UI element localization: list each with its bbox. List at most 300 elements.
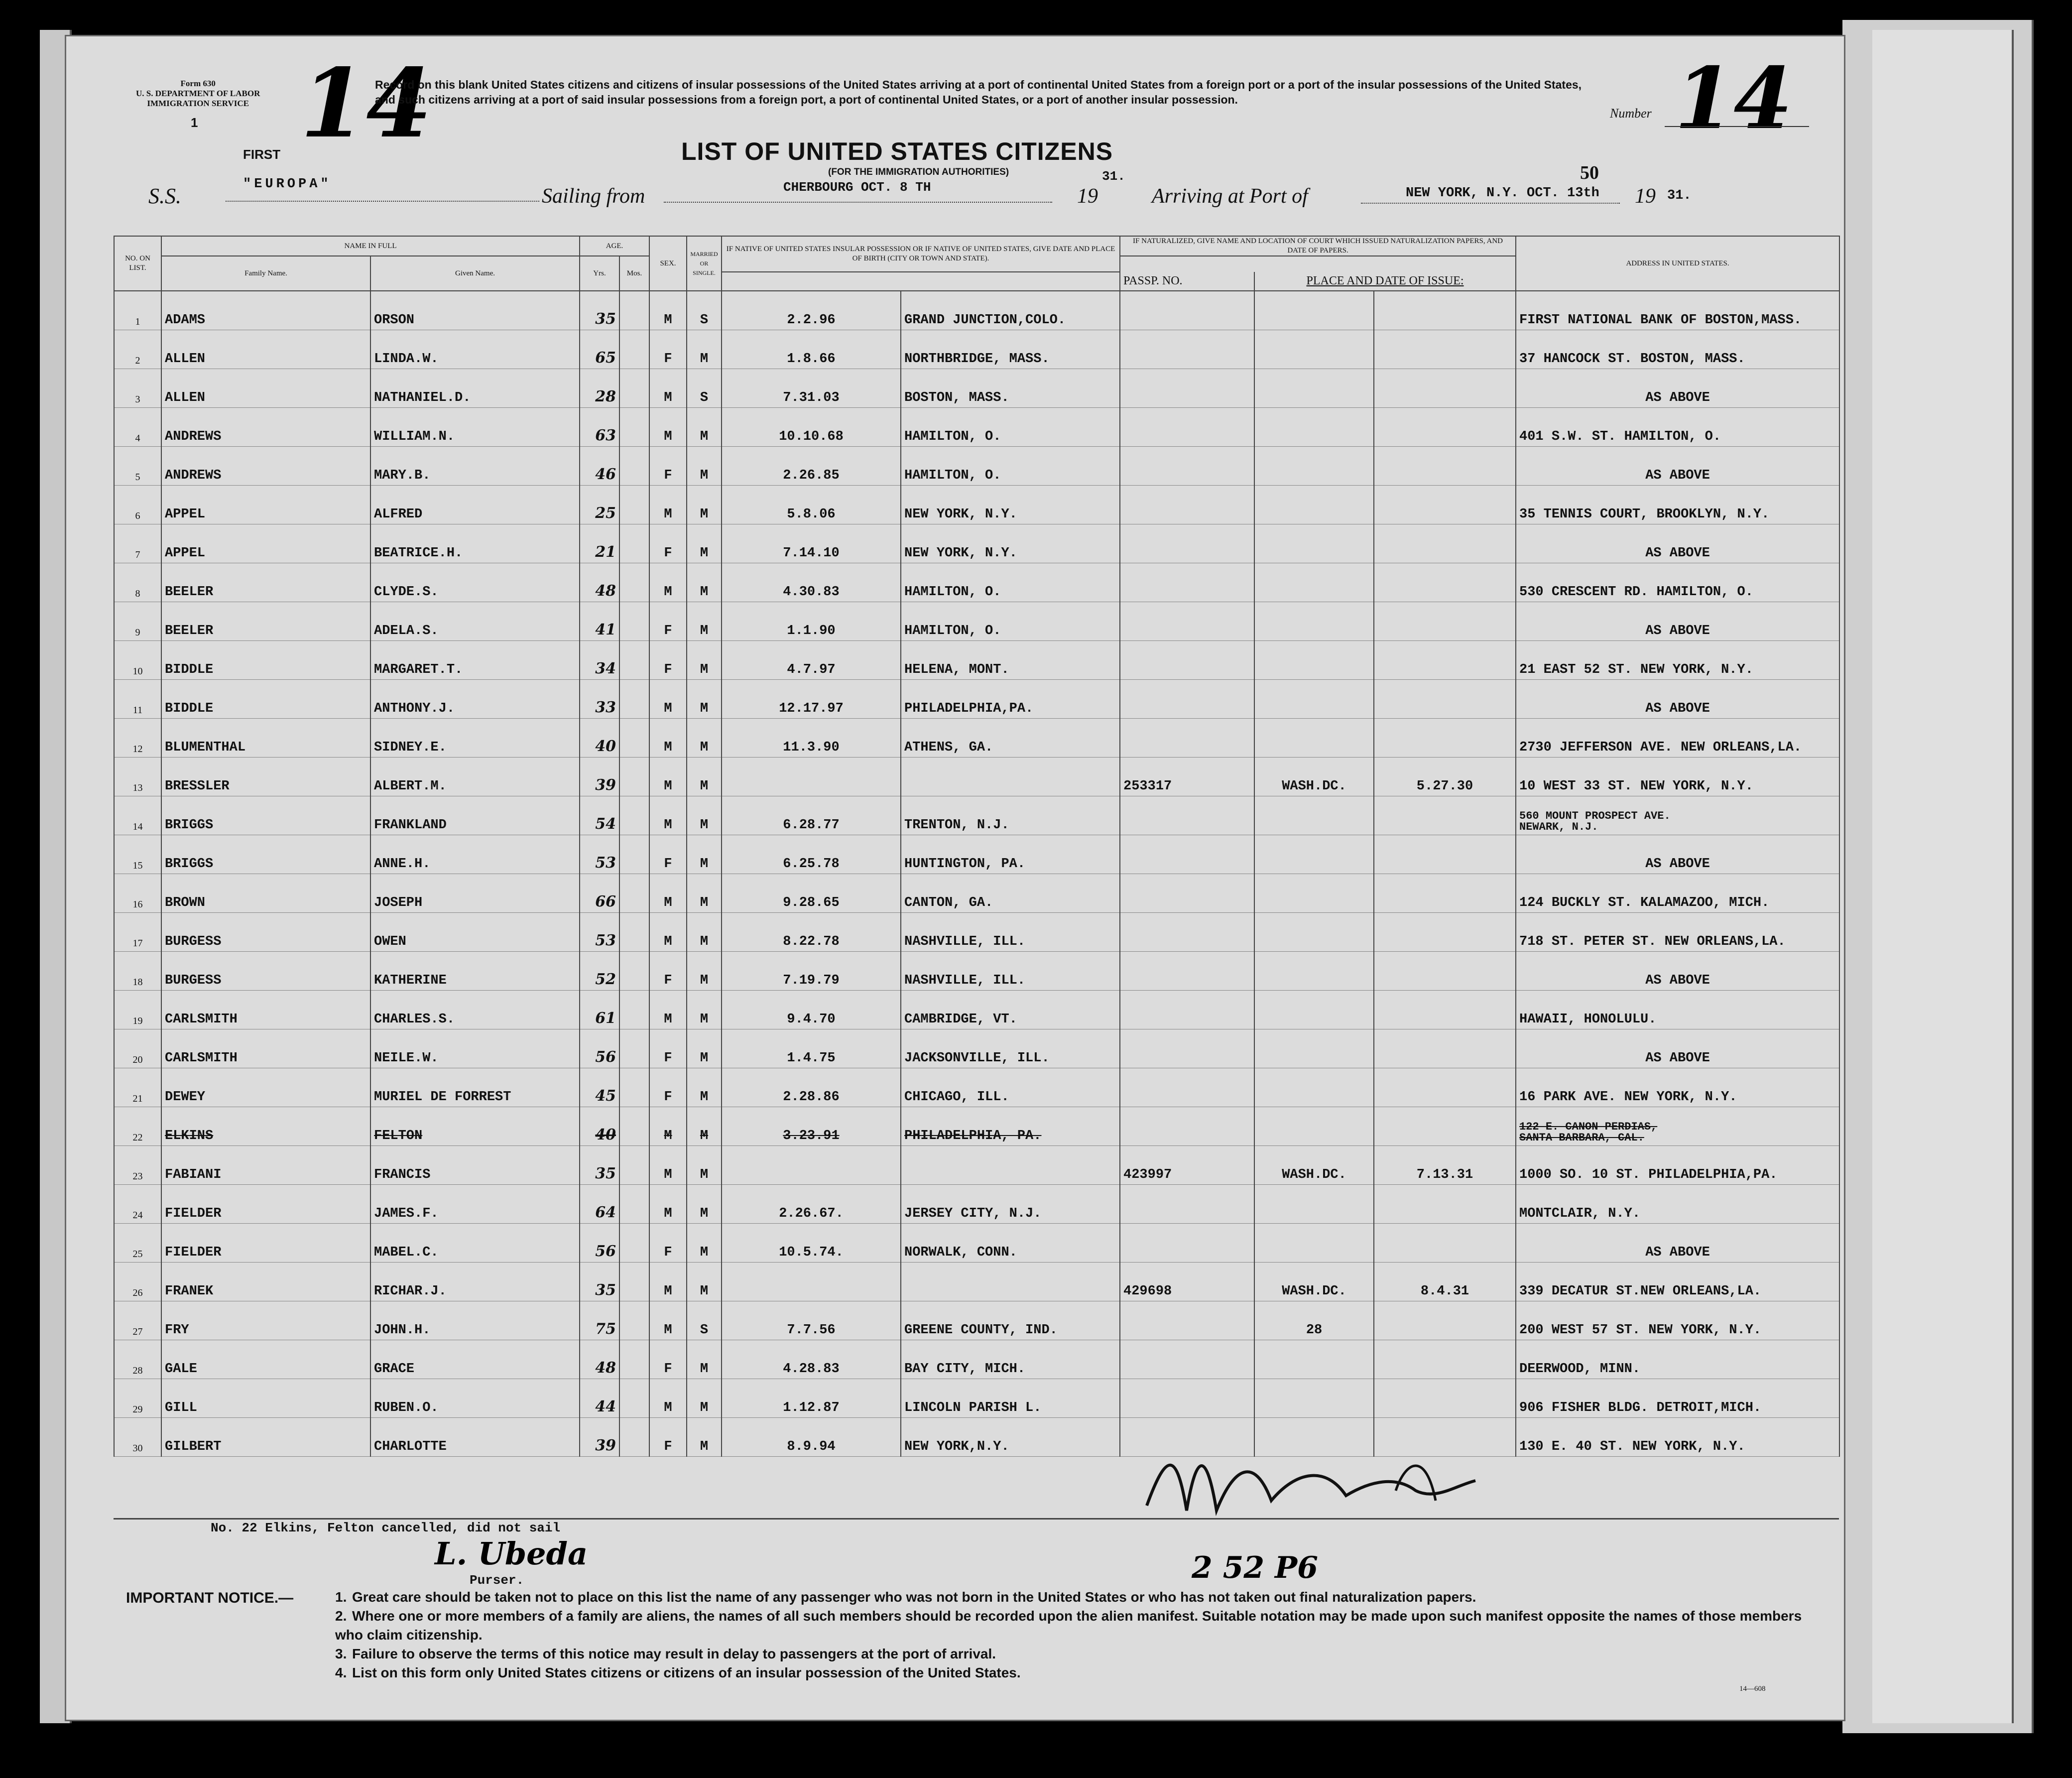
issue-date (1374, 952, 1516, 991)
birth-place: JERSEY CITY, N.J. (901, 1185, 1120, 1224)
birth-date (722, 758, 901, 796)
given-name: WILLIAM.N. (370, 408, 580, 447)
address: AS ABOVE (1516, 1224, 1839, 1263)
passport-number (1120, 1068, 1254, 1107)
table-row (114, 835, 1839, 874)
birth-place: CANTON, GA. (901, 874, 1120, 913)
age-years: 35 (580, 1263, 619, 1301)
issue-place (1254, 1107, 1374, 1146)
birth-date: 10.10.68 (722, 408, 901, 447)
issue-date (1374, 1029, 1516, 1068)
age-months (619, 291, 649, 330)
sex: M (649, 874, 687, 913)
marital-status: M (687, 1185, 722, 1224)
age-months (619, 408, 649, 447)
given-name: RICHAR.J. (370, 1263, 580, 1301)
age-months (619, 874, 649, 913)
table-row (114, 602, 1839, 641)
birth-place: GREENE COUNTY, IND. (901, 1301, 1120, 1340)
birth-date: 5.8.06 (722, 486, 901, 524)
given-name: MABEL.C. (370, 1224, 580, 1263)
birth-date: 2.28.86 (722, 1068, 901, 1107)
ss-label: S.S. (148, 184, 181, 208)
birth-place: ATHENS, GA. (901, 719, 1120, 758)
table-row (114, 680, 1839, 719)
birth-date: 3.23.91 (722, 1107, 901, 1146)
issue-place (1254, 1029, 1374, 1068)
birth-date: 7.31.03 (722, 369, 901, 408)
header-address: ADDRESS IN UNITED STATES. (1516, 236, 1839, 291)
marital-status: M (687, 524, 722, 563)
family-name: CARLSMITH (161, 991, 370, 1029)
passport-number (1120, 835, 1254, 874)
arriving-label: Arriving at Port of (1152, 185, 1308, 208)
handwritten-list-number: 14 (300, 48, 432, 159)
birth-date: 6.25.78 (722, 835, 901, 874)
issue-date (1374, 641, 1516, 680)
table-row (114, 991, 1839, 1029)
address: 130 E. 40 ST. NEW YORK, N.Y. (1516, 1418, 1839, 1457)
given-name: BEATRICE.H. (370, 524, 580, 563)
sex: F (649, 524, 687, 563)
family-name: BLUMENTHAL (161, 719, 370, 758)
birth-date: 7.14.10 (722, 524, 901, 563)
table-row (114, 1107, 1839, 1146)
birth-place: BAY CITY, MICH. (901, 1340, 1120, 1379)
birth-place: NEW YORK,N.Y. (901, 1418, 1120, 1457)
birth-place: TRENTON, N.J. (901, 796, 1120, 835)
arrival-year: 31. (1667, 188, 1692, 203)
issue-place (1254, 952, 1374, 991)
issue-place (1254, 719, 1374, 758)
given-name: ALBERT.M. (370, 758, 580, 796)
page-title: LIST OF UNITED STATES CITIZENS (681, 137, 1113, 165)
given-name: LINDA.W. (370, 330, 580, 369)
sex: M (649, 486, 687, 524)
inspector-signature (1137, 1431, 1485, 1550)
age-months (619, 719, 649, 758)
issue-date (1374, 408, 1516, 447)
row-number: 1 (114, 291, 161, 330)
marital-status: M (687, 1068, 722, 1107)
passport-number (1120, 719, 1254, 758)
notice-item (335, 1663, 1804, 1682)
age-months (619, 602, 649, 641)
age-years: 46 (580, 447, 619, 486)
birth-date: 1.4.75 (722, 1029, 901, 1068)
header-place-date: PLACE AND DATE OF ISSUE: (1254, 272, 1516, 291)
row-number: 26 (114, 1263, 161, 1301)
header-mos: Mos. (619, 256, 649, 291)
passport-number (1120, 1379, 1254, 1418)
header-age: AGE. (580, 236, 649, 256)
row-number: 5 (114, 447, 161, 486)
number-underline (1665, 126, 1809, 127)
given-name: FRANKLAND (370, 796, 580, 835)
table-row (114, 563, 1839, 602)
age-years: 45 (580, 1068, 619, 1107)
age-months (619, 524, 649, 563)
marital-status: M (687, 641, 722, 680)
table-row (114, 369, 1839, 408)
sex: M (649, 1146, 687, 1185)
service: IMMIGRATION SERVICE (147, 99, 249, 108)
birth-date: 12.17.97 (722, 680, 901, 719)
issue-place (1254, 641, 1374, 680)
passport-number: 423997 (1120, 1146, 1254, 1185)
birth-place: LINCOLN PARISH L. (901, 1379, 1120, 1418)
address-line-1: 560 MOUNT PROSPECT AVE. (1519, 810, 1671, 822)
family-name: APPEL (161, 524, 370, 563)
passport-number: 429698 (1120, 1263, 1254, 1301)
issue-place: 28 (1254, 1301, 1374, 1340)
sex: F (649, 1029, 687, 1068)
family-name: GALE (161, 1340, 370, 1379)
arrival-port-date: NEW YORK, N.Y. OCT. 13th (1406, 186, 1599, 201)
age-years: 39 (580, 758, 619, 796)
row-number: 22 (114, 1107, 161, 1146)
manifest-page (65, 35, 1845, 1721)
sex: M (649, 369, 687, 408)
birth-date: 9.4.70 (722, 991, 901, 1029)
given-name: RUBEN.O. (370, 1379, 580, 1418)
given-name: CHARLOTTE (370, 1418, 580, 1457)
given-name: MARY.B. (370, 447, 580, 486)
sex: M (649, 563, 687, 602)
address-line-2: SANTA BARBARA, CAL. (1519, 1132, 1644, 1144)
birth-place: PHILADELPHIA, PA. (901, 1107, 1120, 1146)
age-years: 34 (580, 641, 619, 680)
table-row (114, 1301, 1839, 1340)
family-name: DEWEY (161, 1068, 370, 1107)
birth-place: JACKSONVILLE, ILL. (901, 1029, 1120, 1068)
sex: M (649, 719, 687, 758)
issue-place (1254, 835, 1374, 874)
age-years: 40 (580, 719, 619, 758)
age-months (619, 641, 649, 680)
marital-status: M (687, 874, 722, 913)
issue-date (1374, 486, 1516, 524)
family-name: APPEL (161, 486, 370, 524)
age-years: 44 (580, 1379, 619, 1418)
notice-number: 2. (335, 1608, 347, 1624)
marital-status: M (687, 835, 722, 874)
issue-date (1374, 447, 1516, 486)
age-months (619, 796, 649, 835)
birth-place: CAMBRIDGE, VT. (901, 991, 1120, 1029)
notice-number: 3. (335, 1646, 347, 1661)
issue-date (1374, 913, 1516, 952)
family-name: BURGESS (161, 913, 370, 952)
age-months (619, 680, 649, 719)
family-name: FRANEK (161, 1263, 370, 1301)
address: AS ABOVE (1516, 369, 1839, 408)
table-row (114, 1263, 1839, 1301)
family-name: FIELDER (161, 1224, 370, 1263)
age-months (619, 369, 649, 408)
row-number: 29 (114, 1379, 161, 1418)
family-name: ALLEN (161, 369, 370, 408)
family-name: BURGESS (161, 952, 370, 991)
given-name: NEILE.W. (370, 1029, 580, 1068)
table-row (114, 1340, 1839, 1379)
address: 906 FISHER BLDG. DETROIT,MICH. (1516, 1379, 1839, 1418)
notice-title: IMPORTANT NOTICE.— (126, 1590, 294, 1606)
age-years: 63 (580, 408, 619, 447)
age-months (619, 1107, 649, 1146)
table-row (114, 641, 1839, 680)
table-row (114, 719, 1839, 758)
family-name: BRESSLER (161, 758, 370, 796)
table-row (114, 291, 1839, 330)
header-yrs: Yrs. (580, 256, 619, 291)
birth-date: 1.1.90 (722, 602, 901, 641)
given-name: ALFRED (370, 486, 580, 524)
passport-number (1120, 524, 1254, 563)
sex: M (649, 758, 687, 796)
birth-date: 2.2.96 (722, 291, 901, 330)
age-years: 66 (580, 874, 619, 913)
row-number: 23 (114, 1146, 161, 1185)
row-number: 8 (114, 563, 161, 602)
age-months (619, 1146, 649, 1185)
birth-date: 11.3.90 (722, 719, 901, 758)
birth-date: 9.28.65 (722, 874, 901, 913)
given-name: GRACE (370, 1340, 580, 1379)
table-row (114, 1185, 1839, 1224)
row-number: 9 (114, 602, 161, 641)
age-months (619, 1185, 649, 1224)
row-number: 20 (114, 1029, 161, 1068)
form-code: 14—608 (1739, 1685, 1766, 1693)
table-row (114, 1379, 1839, 1418)
age-months (619, 952, 649, 991)
family-name: BROWN (161, 874, 370, 913)
form-number: Form 630 (180, 79, 216, 88)
family-name: FIELDER (161, 1185, 370, 1224)
sailing-label: Sailing from (542, 185, 645, 208)
given-name: OWEN (370, 913, 580, 952)
birth-date: 2.26.85 (722, 447, 901, 486)
header-no: NO. ON LIST. (114, 236, 161, 291)
address: AS ABOVE (1516, 680, 1839, 719)
family-name: ANDREWS (161, 408, 370, 447)
passport-number (1120, 1029, 1254, 1068)
issue-date (1374, 1107, 1516, 1146)
given-name: CLYDE.S. (370, 563, 580, 602)
given-name: JAMES.F. (370, 1185, 580, 1224)
age-years: 35 (580, 1146, 619, 1185)
issue-place (1254, 330, 1374, 369)
given-name: FELTON (370, 1107, 580, 1146)
number-value: 14 (1675, 49, 1793, 148)
issue-date (1374, 1379, 1516, 1418)
marital-status: M (687, 1146, 722, 1185)
given-name: JOHN.H. (370, 1301, 580, 1340)
issue-date (1374, 602, 1516, 641)
age-months (619, 758, 649, 796)
address: 401 S.W. ST. HAMILTON, O. (1516, 408, 1839, 447)
table-row (114, 447, 1839, 486)
sex: F (649, 641, 687, 680)
age-years: 53 (580, 835, 619, 874)
given-name: ADELA.S. (370, 602, 580, 641)
age-months (619, 563, 649, 602)
footer-rule (114, 1518, 1839, 1520)
issue-place (1254, 447, 1374, 486)
age-years: 48 (580, 563, 619, 602)
age-years: 48 (580, 1340, 619, 1379)
header-passp-no: PASSP. NO. (1120, 272, 1254, 291)
issue-place (1254, 1068, 1374, 1107)
age-years: 21 (580, 524, 619, 563)
passport-number (1120, 641, 1254, 680)
address: 530 CRESCENT RD. HAMILTON, O. (1516, 563, 1839, 602)
issue-place: WASH.DC. (1254, 758, 1374, 796)
birth-place: NASHVILLE, ILL. (901, 952, 1120, 991)
issue-place (1254, 1224, 1374, 1263)
issue-date (1374, 835, 1516, 874)
given-name: ORSON (370, 291, 580, 330)
age-years: 56 (580, 1029, 619, 1068)
passport-number: 253317 (1120, 758, 1254, 796)
birth-place: HUNTINGTON, PA. (901, 835, 1120, 874)
issue-place (1254, 524, 1374, 563)
birth-place: BOSTON, MASS. (901, 369, 1120, 408)
issue-date (1374, 991, 1516, 1029)
age-months (619, 447, 649, 486)
given-name: CHARLES.S. (370, 991, 580, 1029)
sailing-underline (664, 202, 1052, 203)
age-months (619, 1379, 649, 1418)
address: AS ABOVE (1516, 524, 1839, 563)
row-number: 18 (114, 952, 161, 991)
issue-place (1254, 408, 1374, 447)
row-number: 4 (114, 408, 161, 447)
issue-place (1254, 680, 1374, 719)
row-number: 21 (114, 1068, 161, 1107)
number-label: Number (1610, 106, 1652, 121)
birth-date: 6.28.77 (722, 796, 901, 835)
row-number: 17 (114, 913, 161, 952)
sex: M (649, 1185, 687, 1224)
age-years: 40 (580, 1107, 619, 1146)
age-years: 52 (580, 952, 619, 991)
family-name: BIDDLE (161, 680, 370, 719)
class-label: FIRST (243, 147, 281, 162)
marital-status: S (687, 291, 722, 330)
year-prefix: 19 (1077, 185, 1098, 208)
marital-status: M (687, 486, 722, 524)
passport-number (1120, 1340, 1254, 1379)
birth-place: HELENA, MONT. (901, 641, 1120, 680)
passport-number (1120, 796, 1254, 835)
passport-number (1120, 602, 1254, 641)
issue-date (1374, 1185, 1516, 1224)
issue-date (1374, 330, 1516, 369)
issue-date (1374, 1301, 1516, 1340)
table-row (114, 874, 1839, 913)
header-name-in-full: NAME IN FULL (161, 236, 580, 256)
ship-name: "EUROPA" (243, 177, 332, 192)
purser-label: Purser. (470, 1573, 524, 1588)
given-name: ANNE.H. (370, 835, 580, 874)
issue-place (1254, 796, 1374, 835)
table-row (114, 330, 1839, 369)
birth-date: 7.7.56 (722, 1301, 901, 1340)
notice-text: List on this form only United States citizens or citizens of an insular possession of the United States. (352, 1665, 1021, 1680)
issue-date (1374, 680, 1516, 719)
marital-status: S (687, 369, 722, 408)
row-number: 28 (114, 1340, 161, 1379)
row-number: 24 (114, 1185, 161, 1224)
address: AS ABOVE (1516, 835, 1839, 874)
family-name: ANDREWS (161, 447, 370, 486)
table-row (114, 796, 1839, 835)
birth-place (901, 1263, 1120, 1301)
issue-date (1374, 369, 1516, 408)
address: AS ABOVE (1516, 952, 1839, 991)
header-married: MARRIED OR SINGLE. (687, 236, 722, 291)
cancel-note: No. 22 Elkins, Felton cancelled, did not sail (211, 1521, 561, 1535)
table-row (114, 758, 1839, 796)
passport-number (1120, 913, 1254, 952)
row-number: 3 (114, 369, 161, 408)
arrival-underline (1361, 203, 1620, 204)
table-row (114, 408, 1839, 447)
birth-date: 8.9.94 (722, 1418, 901, 1457)
age-years: 54 (580, 796, 619, 835)
birth-place: HAMILTON, O. (901, 408, 1120, 447)
age-months (619, 1224, 649, 1263)
age-months (619, 1301, 649, 1340)
age-months (619, 1029, 649, 1068)
sex: M (649, 1379, 687, 1418)
sex: M (649, 913, 687, 952)
issue-place (1254, 991, 1374, 1029)
marital-status: M (687, 758, 722, 796)
marital-status: S (687, 1301, 722, 1340)
age-years: 53 (580, 913, 619, 952)
sex: F (649, 602, 687, 641)
marital-status: M (687, 602, 722, 641)
address: HAWAII, HONOLULU. (1516, 991, 1839, 1029)
marital-status: M (687, 408, 722, 447)
issue-date (1374, 874, 1516, 913)
marital-status: M (687, 991, 722, 1029)
birth-place: CHICAGO, ILL. (901, 1068, 1120, 1107)
given-name: ANTHONY.J. (370, 680, 580, 719)
issue-place: WASH.DC. (1254, 1146, 1374, 1185)
age-years: 39 (580, 1418, 619, 1457)
age-months (619, 1418, 649, 1457)
passport-number (1120, 486, 1254, 524)
sex: F (649, 1224, 687, 1263)
birth-date: 4.7.97 (722, 641, 901, 680)
family-name: CARLSMITH (161, 1029, 370, 1068)
issue-date: 7.13.31 (1374, 1146, 1516, 1185)
row-number: 11 (114, 680, 161, 719)
passport-number (1120, 408, 1254, 447)
row-number: 25 (114, 1224, 161, 1263)
address: DEERWOOD, MINN. (1516, 1340, 1839, 1379)
issue-date (1374, 796, 1516, 835)
birth-date: 7.19.79 (722, 952, 901, 991)
family-name: BRIGGS (161, 796, 370, 835)
inspector-note: 2 52 P6 (1192, 1550, 1318, 1585)
issue-place (1254, 291, 1374, 330)
table-row (114, 952, 1839, 991)
